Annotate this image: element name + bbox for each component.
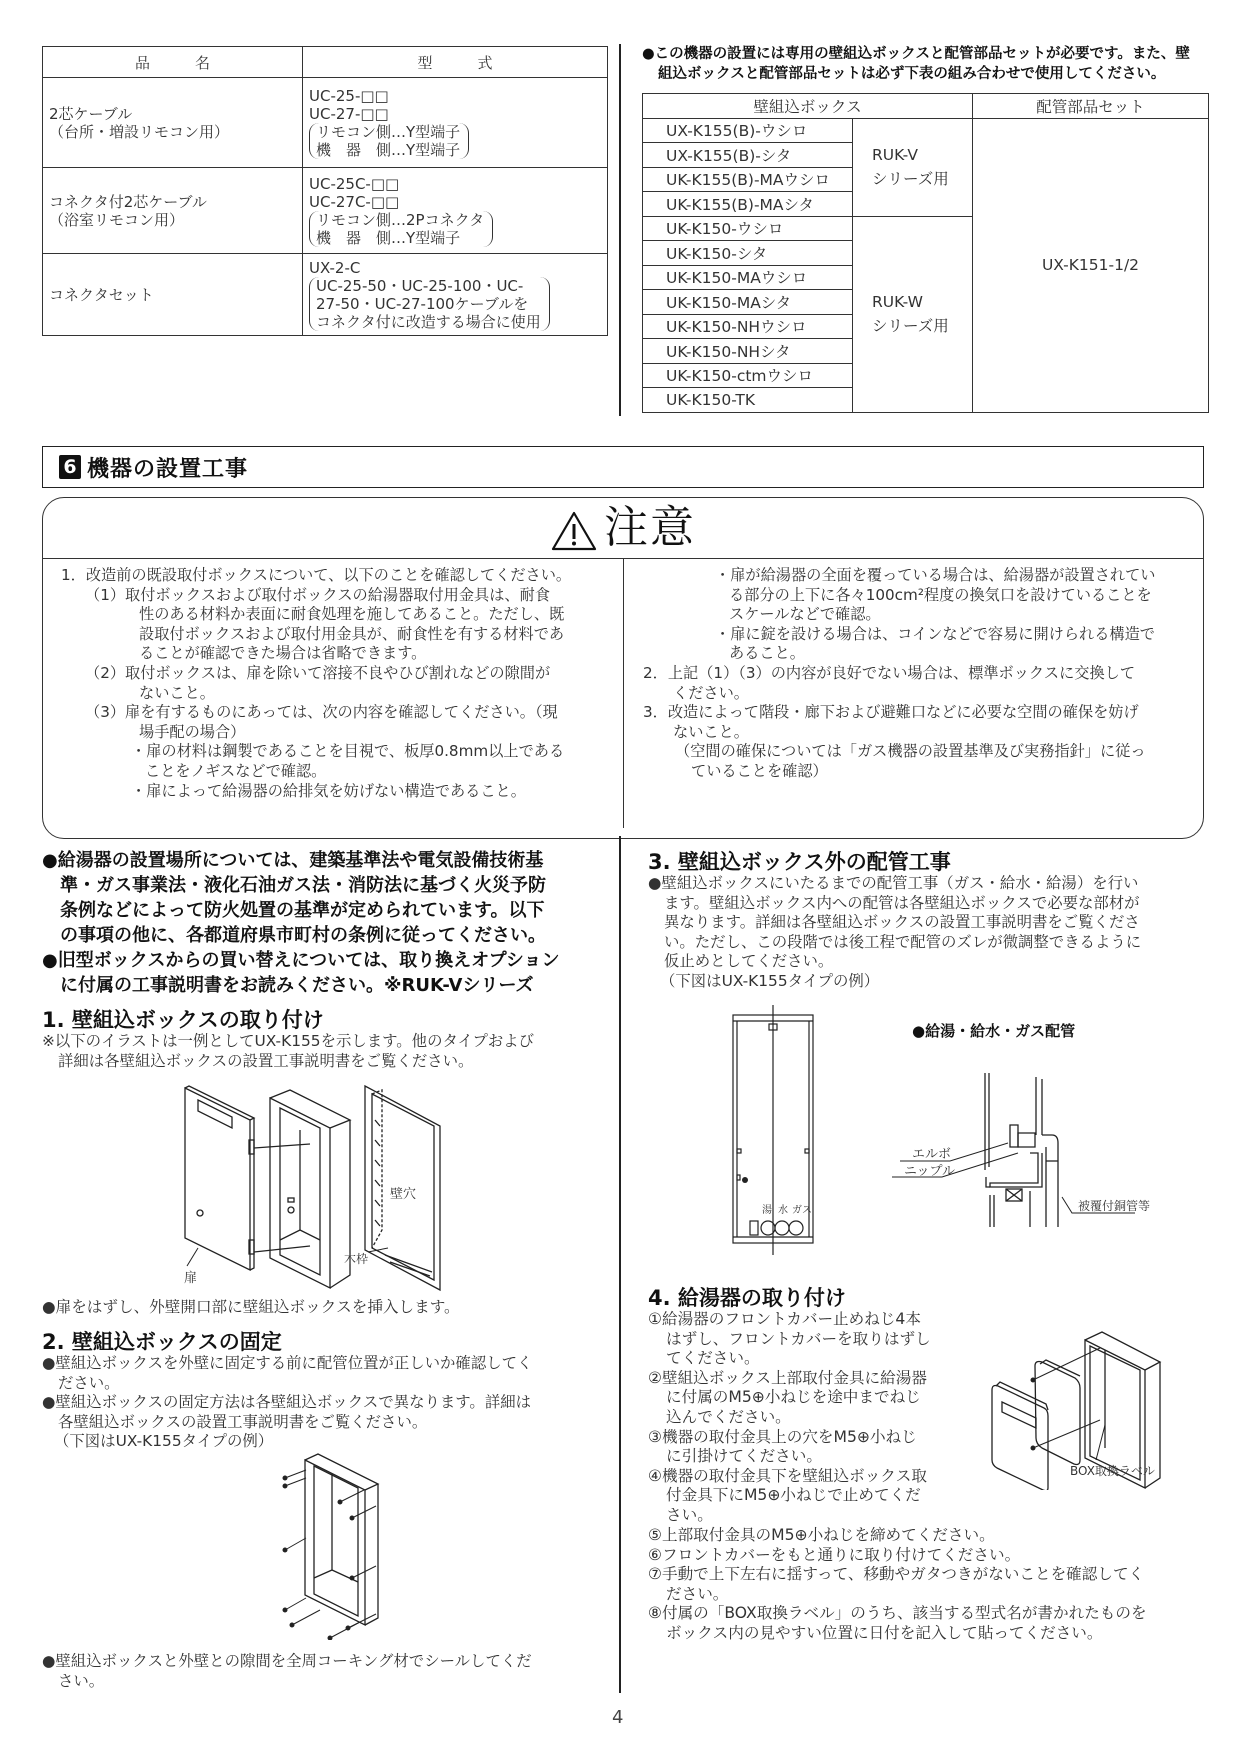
series-label: シリーズ用	[872, 170, 949, 188]
caution-line: 性のある材料か表面に耐食処理を施してあること。ただし、既	[139, 605, 565, 624]
step-line: さい。	[666, 1505, 713, 1524]
usage-note	[309, 277, 550, 331]
series-cell	[853, 118, 973, 216]
combination-note	[642, 44, 1212, 84]
caution-line: あること。	[729, 644, 805, 663]
box-fixing-illustration	[280, 1450, 400, 1640]
note-line: コネクタ付に改造する場合に使用	[316, 312, 541, 331]
step-line: に引掛けてください。	[666, 1447, 822, 1466]
caution-line: （1）取付ボックスおよび取付ボックスの給湯器取付用金具は、耐食	[85, 585, 550, 604]
text-line: ●壁組込ボックスにいたるまでの配管工事（ガス・給水・給湯）を行い	[648, 874, 1139, 892]
step1-note	[42, 1032, 534, 1071]
caution-line: （3）扉を有するものにあっては、次の内容を確認してください。（現	[85, 703, 558, 722]
note-line: ※以下のイラストは一例としてUX-K155を示します。他のタイプおよび	[42, 1032, 535, 1050]
caution-line: （空間の確保については「ガス機器の設置基準及び実務指針」に従っ	[675, 742, 1146, 761]
caution-line: 設取付ボックスおよび取付用金具が、耐食性を有する材料であ	[139, 624, 565, 643]
step1-title: 1. 壁組込ボックスの取り付け	[42, 1008, 324, 1032]
series-label: RUK-V	[872, 146, 918, 164]
note-line: 機 器 側…Y型端子	[316, 228, 461, 247]
pipe-drawing	[985, 1073, 1058, 1227]
product-usage: （台所・増設リモコン用）	[49, 122, 230, 141]
text-line: ●壁組込ボックスと外壁との隙間を全周コーキング材でシールしてくだ	[42, 1652, 532, 1670]
step-line: ⑧付属の「BOX取換ラベル」のうち、該当する型式名が書かれたものを	[648, 1604, 1147, 1623]
note-line: ●この機器の設置には専用の壁組込ボックスと配管部品セットが必要です。また、壁	[642, 46, 1190, 62]
terminal-note	[309, 211, 493, 247]
caution-line: スケールなどで確認。	[729, 605, 881, 624]
intro-line: の事項の他に、各都道府県市町村の条例に従ってください。	[60, 925, 546, 946]
step2-text	[42, 1354, 532, 1452]
box-outline	[733, 1005, 813, 1255]
product-name: コネクタ付2芯ケーブル	[49, 192, 207, 211]
text-line: ●壁組込ボックスの固定方法は各壁組込ボックスで異なります。詳細は	[42, 1393, 531, 1411]
nipple-label: ニップル	[904, 1164, 955, 1179]
series-label: シリーズ用	[872, 317, 949, 335]
wall-box-model: UK-K150-TK	[643, 388, 853, 413]
step-line: ⑤上部取付金具のM5⊕小ねじを締めてください。	[648, 1526, 995, 1544]
step-line: ①給湯器のフロントカバー止めねじ4本	[648, 1310, 921, 1328]
step4-steps-long	[648, 1526, 1147, 1644]
model-code: UC-25-□□	[309, 86, 389, 105]
header-model: 型 式	[303, 47, 608, 78]
note-line: リモコン側…Y型端子	[316, 122, 461, 141]
caution-line: 場手配の場合）	[139, 722, 246, 741]
section-title: 機器の設置工事	[87, 457, 249, 482]
pipe-diagram	[890, 1065, 1190, 1235]
pipe-diagram-title: ●給湯・給水・ガス配管	[912, 1022, 1076, 1040]
step-line: ②壁組込ボックス上部取付金具に給湯器	[648, 1368, 927, 1387]
wall-box-model: UX-K155(B)-シタ	[643, 143, 853, 168]
wall-box-model: UK-K150-NHシタ	[643, 339, 853, 364]
caution-line: ないこと。	[139, 683, 215, 702]
header-piping-set: 配管部品セット	[973, 94, 1209, 119]
text-line: （下図はUX-K155タイプの例）	[660, 971, 880, 990]
text-line: 各壁組込ボックスの設置工事説明書をご覧ください。	[58, 1412, 428, 1431]
table-row	[43, 254, 608, 336]
step-line: ③機器の取付金具上の穴をM5⊕小ねじ	[648, 1427, 917, 1446]
product-name-cell	[43, 78, 303, 168]
product-name-cell	[43, 254, 303, 336]
intro-line: ●給湯器の設置場所については、建築基準法や電気設備技術基	[42, 850, 544, 871]
text-line: ●壁組込ボックスを外壁に固定する前に配管位置が正しいか確認してく	[42, 1354, 533, 1372]
step4-steps-short	[648, 1310, 931, 1526]
caution-line: （2）取付ボックスは、扉を除いて溶接不良やひび割れなどの隙間が	[85, 663, 551, 682]
table-row	[43, 78, 608, 168]
wall-box-drawing	[254, 1090, 350, 1288]
caution-header	[43, 498, 1203, 559]
model-cell	[303, 254, 608, 336]
wall-box-drawing	[305, 1454, 378, 1625]
column-divider	[619, 44, 621, 416]
combination-header	[643, 94, 1209, 119]
text-line: （下図はUX-K155タイプの例）	[54, 1432, 274, 1450]
model-code: UC-25C-□□	[309, 174, 400, 193]
caution-line: ないこと。	[673, 722, 749, 741]
wall-box-model: UK-K150-ウシロ	[643, 216, 853, 241]
model-code: UX-2-C	[309, 258, 361, 277]
box-front-illustration	[730, 1005, 830, 1255]
product-name-cell	[43, 168, 303, 254]
text-line: 仮止めとしてください。	[664, 952, 834, 970]
model-cell	[303, 168, 608, 254]
intro-line: 準・ガス事業法・液化石油ガス法・消防法に基づく火災予防	[60, 875, 546, 896]
note-line: UC-25-50・UC-25-100・UC-	[316, 276, 524, 295]
text-line: ださい。	[58, 1373, 120, 1392]
terminal-note	[309, 123, 469, 159]
combination-body	[643, 118, 1209, 412]
heater-mounting-illustration	[960, 1320, 1200, 1490]
gas-valve-dot	[742, 1177, 748, 1183]
model-code: UC-27C-□□	[309, 192, 400, 211]
caution-title: 注意	[604, 502, 696, 553]
caution-divider	[623, 558, 624, 828]
table-row	[43, 168, 608, 254]
column-divider	[619, 836, 621, 1693]
product-name: コネクタセット	[49, 285, 154, 304]
product-usage: （浴室リモコン用）	[49, 210, 185, 229]
step1-caption: ●扉をはずし、外壁開口部に壁組込ボックスを挿入します。	[42, 1298, 460, 1316]
caution-line: ことをノギスなどで確認。	[145, 761, 327, 780]
series-cell	[853, 216, 973, 412]
wall-box-model: UK-K150-MAウシロ	[643, 265, 853, 290]
wall-box-model: UK-K155(B)-MAウシロ	[643, 167, 853, 192]
wall-box-model: UK-K150-ctmウシロ	[643, 363, 853, 388]
step-line: 付金具下にM5⊕小ねじで止めてくだ	[666, 1486, 921, 1505]
step-line: 込んでください。	[666, 1407, 791, 1426]
caution-right-text	[643, 566, 1155, 782]
gas-label: ガス	[792, 1205, 812, 1216]
caution-line: ・扉の材料は鋼製であることを目視で、板厚0.8mm以上である	[131, 742, 565, 761]
step3-title: 3. 壁組込ボックス外の配管工事	[648, 850, 951, 874]
text-line: さい。	[58, 1671, 105, 1690]
note-line: 機 器 側…Y型端子	[316, 140, 461, 159]
section-number: 6	[59, 455, 81, 479]
warning-icon	[550, 510, 598, 556]
wall-box-model: UX-K155(B)-ウシロ	[643, 118, 853, 143]
screws	[283, 1470, 376, 1640]
caution-line: 3．改造によって階段・廊下および避難口などに必要な空間の確保を妨げ	[643, 703, 1139, 722]
section-header	[42, 446, 1204, 488]
intro-notes	[42, 848, 560, 998]
step-line: ださい。	[666, 1584, 729, 1603]
front-cover-drawing	[992, 1382, 1048, 1490]
intro-line: ●旧型ボックスからの買い替えについては、取り換えオプション	[42, 950, 560, 971]
caution-line: ・扉によって給湯器の給排気を妨げない構造であること。	[131, 781, 526, 800]
series-label: RUK-W	[872, 293, 923, 311]
caution-line: 1．改造前の既設取付ボックスについて、以下のことを確認してください。	[61, 566, 572, 584]
header-product-name: 品 名	[43, 47, 303, 78]
water-label: 水	[778, 1205, 788, 1216]
caution-box	[42, 497, 1204, 839]
caution-line: ・扉に錠を設ける場合は、コインなどで容易に開けられる構造で	[715, 624, 1155, 643]
model-cell	[303, 78, 608, 168]
caution-left-text	[61, 566, 571, 801]
note-line: 組込ボックスと配管部品セットは必ず下表の組み合わせで使用してください。	[658, 66, 1166, 82]
combination-table	[642, 93, 1209, 413]
wall-box-model: UK-K155(B)-MAシタ	[643, 192, 853, 217]
step4-title: 4. 給湯器の取り付け	[648, 1286, 846, 1310]
caution-line: ・扉が給湯器の全面を覆っている場合は、給湯器が設置されてい	[715, 566, 1156, 584]
label-leader-line	[1096, 1425, 1105, 1460]
caution-line: 2．上記（1）（3）の内容が良好でない場合は、標準ボックスに交換して	[643, 663, 1136, 682]
parts-table-header	[43, 47, 608, 78]
caution-line: ください。	[673, 683, 749, 702]
header-wall-box: 壁組込ボックス	[643, 94, 973, 119]
text-line: い。ただし、この段階では後工程で配管のズレが微調整できるように	[664, 932, 1142, 951]
wall-box-model: UK-K150-NHウシロ	[643, 314, 853, 339]
page-number: 4	[612, 1707, 624, 1728]
caution-line: ることが確認できた場合は省略できます。	[139, 644, 427, 663]
door-leader-line	[187, 1248, 198, 1266]
product-name: 2芯ケーブル	[49, 104, 133, 123]
step2-title: 2. 壁組込ボックスの固定	[42, 1330, 282, 1354]
text-line: 異なります。詳細は各壁組込ボックスの設置工事説明書をご覧くださ	[664, 913, 1140, 931]
intro-line: 条例などによって防火処置の基準が定められています。以下	[60, 900, 545, 921]
parts-table	[42, 46, 608, 336]
step-line: ④機器の取付金具下を壁組込ボックス取	[648, 1466, 927, 1485]
wall-hole-label: 壁穴	[390, 1187, 417, 1202]
hot-water-label: 湯	[762, 1205, 772, 1216]
copper-pipe-label: 被覆付銅管等	[1078, 1199, 1151, 1213]
wood-frame-label: 木枠	[344, 1252, 369, 1266]
step3-text	[648, 874, 1141, 991]
step-line: ⑦手動で上下左右に揺すって、移動やガタつきがないことを確認してく	[648, 1565, 1145, 1584]
wall-box-model: UK-K150-MAシタ	[643, 290, 853, 315]
box-insertion-illustration	[150, 1080, 480, 1295]
step-line: に付属のM5⊕小ねじを途中までねじ	[666, 1388, 921, 1407]
note-line: 27-50・UC-27-100ケーブルを	[316, 294, 529, 313]
door-drawing	[185, 1086, 254, 1270]
wall-box-model: UK-K150-シタ	[643, 241, 853, 266]
step-line: てください。	[666, 1349, 760, 1368]
box-label-caption: BOX取換ラベル	[1070, 1464, 1155, 1478]
text-line: ます。壁組込ボックス内への配管は各壁組込ボックスで必要な部材が	[664, 893, 1140, 912]
elbow-label: エルボ	[912, 1147, 952, 1162]
step-line: ボックス内の見やすい位置に日付を記入して貼ってください。	[666, 1623, 1103, 1642]
note-line: リモコン側…2Pコネクタ	[316, 210, 485, 229]
step-line: はずし、フロントカバーを取りはずし	[666, 1329, 931, 1348]
step-line: ⑥フロントカバーをもと通りに取り付けてください。	[648, 1545, 1021, 1564]
table-row	[643, 118, 1209, 143]
note-line: 詳細は各壁組込ボックスの設置工事説明書をご覧ください。	[58, 1051, 474, 1070]
piping-set-model: UX-K151-1/2	[973, 118, 1209, 412]
step2-caption	[42, 1652, 532, 1691]
caution-line: ていることを確認）	[691, 761, 828, 780]
door-label: 扉	[184, 1271, 198, 1286]
model-code: UC-27-□□	[309, 104, 389, 123]
caution-line: る部分の上下に各々100cm²程度の換気口を設けていることを	[729, 585, 1152, 604]
intro-line: に付属の工事説明書をお読みください。※RUK-Vシリーズ	[60, 975, 534, 996]
